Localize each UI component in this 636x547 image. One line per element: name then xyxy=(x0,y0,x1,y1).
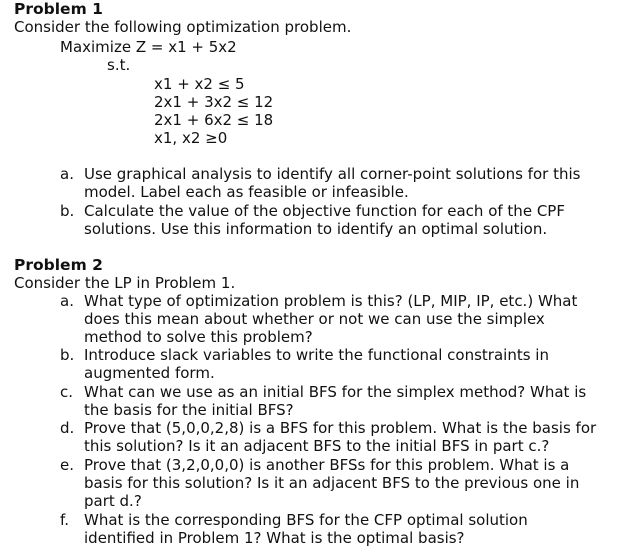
part-marker: e. xyxy=(60,456,74,474)
part-text-line: Calculate the value of the objective function for each of the CPF xyxy=(84,202,565,220)
problem-2-intro: Consider the LP in Problem 1. xyxy=(14,274,236,292)
objective-function: Maximize Z = x1 + 5x2 xyxy=(60,38,237,56)
problem-1-heading: Problem 1 xyxy=(14,0,103,18)
part-text-line: Prove that (5,0,0,2,8) is a BFS for this problem. What is the basis for xyxy=(84,419,597,437)
problem-2-part-e xyxy=(60,456,630,510)
problem-2-part-b xyxy=(60,346,630,382)
part-text-line: does this mean about whether or not we can use the simplex xyxy=(84,310,545,328)
part-marker: b. xyxy=(60,202,75,220)
problem-1-part-b xyxy=(60,202,620,238)
part-marker: c. xyxy=(60,383,74,401)
part-text-line: this solution? Is it an adjacent BFS to the initial BFS in part c.? xyxy=(84,437,550,455)
problem-2-part-f xyxy=(60,511,630,547)
problem-2-part-d xyxy=(60,419,630,455)
problem-1-part-a xyxy=(60,165,620,201)
part-marker: a. xyxy=(60,292,74,310)
problem-1-intro: Consider the following optimization problem. xyxy=(14,18,352,36)
part-marker: b. xyxy=(60,346,75,364)
part-text-line: augmented form. xyxy=(84,364,215,382)
part-text-line: What can we use as an initial BFS for the simplex method? What is xyxy=(84,383,587,401)
part-text-line: Introduce slack variables to write the functional constraints in xyxy=(84,346,549,364)
part-text-line: the basis for the initial BFS? xyxy=(84,401,294,419)
part-marker: f. xyxy=(60,511,69,529)
part-marker: d. xyxy=(60,419,75,437)
part-marker: a. xyxy=(60,165,74,183)
part-text-line: identified in Problem 1? What is the optimal basis? xyxy=(84,529,465,547)
problem-2-heading: Problem 2 xyxy=(14,256,103,274)
constraint-3: 2x1 + 6x2 ≤ 18 xyxy=(154,111,274,129)
problem-2-part-a xyxy=(60,292,630,346)
constraint-2: 2x1 + 3x2 ≤ 12 xyxy=(154,93,274,111)
part-text-line: part d.? xyxy=(84,492,142,510)
part-text-line: Prove that (3,2,0,0,0) is another BFSs for this problem. What is a xyxy=(84,456,570,474)
nonnegativity-constraint: x1, x2 ≥0 xyxy=(154,129,228,147)
constraint-1: x1 + x2 ≤ 5 xyxy=(154,75,245,93)
part-text-line: basis for this solution? Is it an adjacent BFS to the previous one in xyxy=(84,474,580,492)
part-text-line: method to solve this problem? xyxy=(84,328,313,346)
part-text-line: What is the corresponding BFS for the CFP optimal solution xyxy=(84,511,528,529)
part-text-line: What type of optimization problem is this? (LP, MIP, IP, etc.) What xyxy=(84,292,578,310)
part-text-line: model. Label each as feasible or infeasible. xyxy=(84,183,409,201)
part-text-line: solutions. Use this information to identify an optimal solution. xyxy=(84,220,548,238)
part-text-line: Use graphical analysis to identify all corner-point solutions for this xyxy=(84,165,581,183)
subject-to-label: s.t. xyxy=(107,56,131,74)
problem-2-part-c xyxy=(60,383,630,419)
